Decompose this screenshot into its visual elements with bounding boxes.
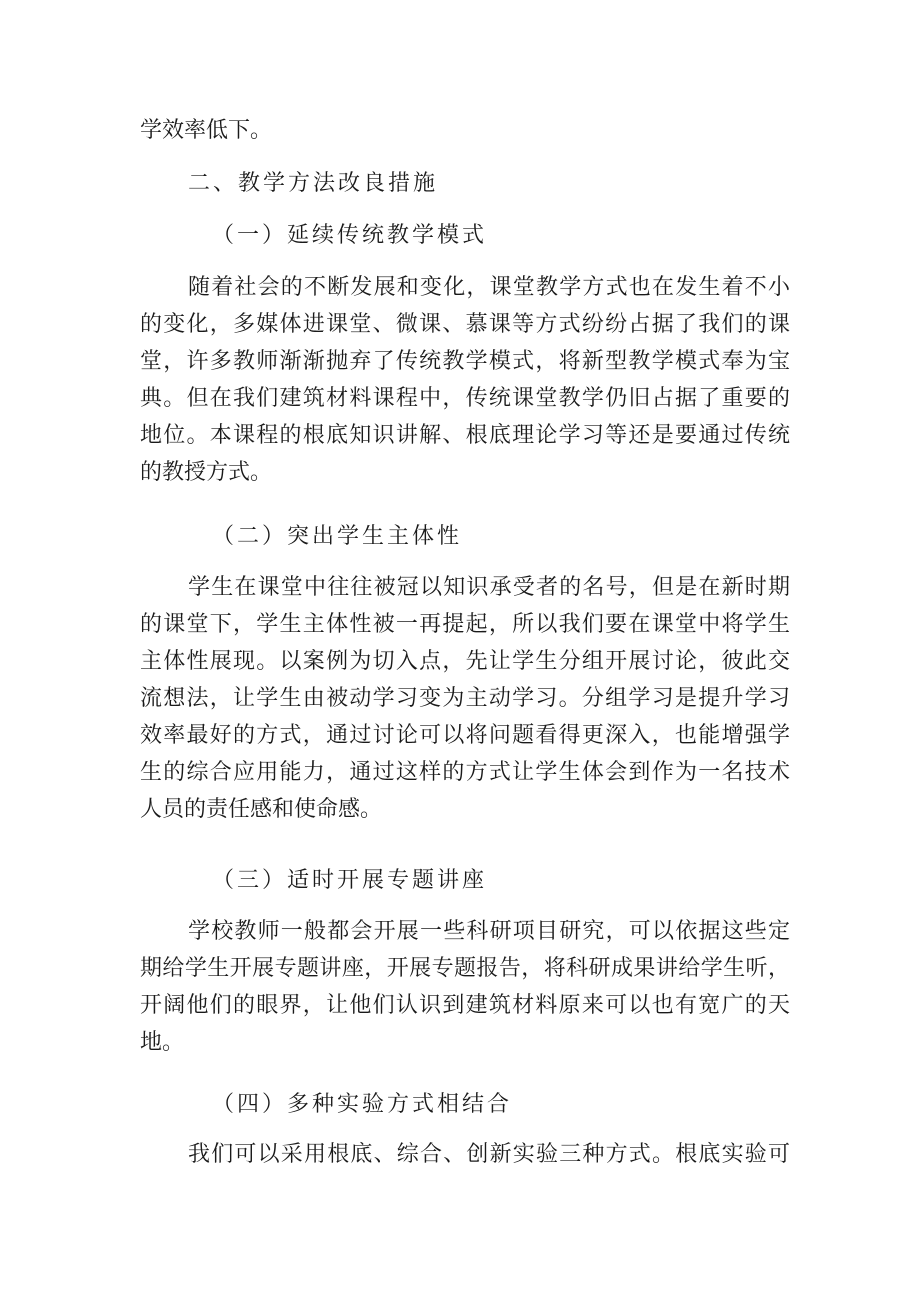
paragraph-line: 堂，许多教师渐渐抛弃了传统教学模式，将新型教学模式奉为宝 <box>140 349 790 374</box>
paragraph-line: 的课堂下，学生主体性被一再提起，所以我们要在课堂中将学生 <box>140 612 790 637</box>
paragraph-line: 的教授方式。 <box>140 460 273 485</box>
paragraph-line: 学校教师一般都会开展一些科研项目研究，可以依据这些定 <box>188 919 790 944</box>
subsection-heading: （四）多种实验方式相结合 <box>212 1092 513 1117</box>
paragraph-line: 开阔他们的眼界，让他们认识到建筑材料原来可以也有宽广的天 <box>140 993 790 1018</box>
paragraph-line: 生的综合应用能力，通过这样的方式让学生体会到作为一名技术 <box>140 760 790 785</box>
paragraph-line: 学生在课堂中往往被冠以知识承受者的名号，但是在新时期 <box>188 575 790 600</box>
paragraph-line: 学效率低下。 <box>140 118 273 143</box>
paragraph-line: 地位。本课程的根底知识讲解、根底理论学习等还是要通过传统 <box>140 423 790 448</box>
paragraph-line: 期给学生开展专题讲座，开展专题报告，将科研成果讲给学生听， <box>140 956 790 981</box>
paragraph-line: 主体性展现。以案例为切入点，先让学生分组开展讨论，彼此交 <box>140 649 790 674</box>
section-heading: 二、教学方法改良措施 <box>188 171 439 196</box>
subsection-heading: （一）延续传统教学模式 <box>212 223 488 248</box>
paragraph-line: 典。但在我们建筑材料课程中，传统课堂教学仍旧占据了重要的 <box>140 386 790 411</box>
subsection-heading: （二）突出学生主体性 <box>212 524 463 549</box>
paragraph-line: 我们可以采用根底、综合、创新实验三种方式。根底实验可 <box>188 1142 790 1167</box>
paragraph-line: 地。 <box>140 1030 185 1055</box>
paragraph-line: 人员的责任感和使命感。 <box>140 797 383 822</box>
subsection-heading: （三）适时开展专题讲座 <box>212 868 488 893</box>
paragraph-line: 的变化，多媒体进课堂、微课、慕课等方式纷纷占据了我们的课 <box>140 312 790 337</box>
paragraph-line: 随着社会的不断发展和变化，课堂教学方式也在发生着不小 <box>188 275 790 300</box>
paragraph-line: 效率最好的方式，通过讨论可以将问题看得更深入，也能增强学 <box>140 723 790 748</box>
paragraph-line: 流想法，让学生由被动学习变为主动学习。分组学习是提升学习 <box>140 686 790 711</box>
